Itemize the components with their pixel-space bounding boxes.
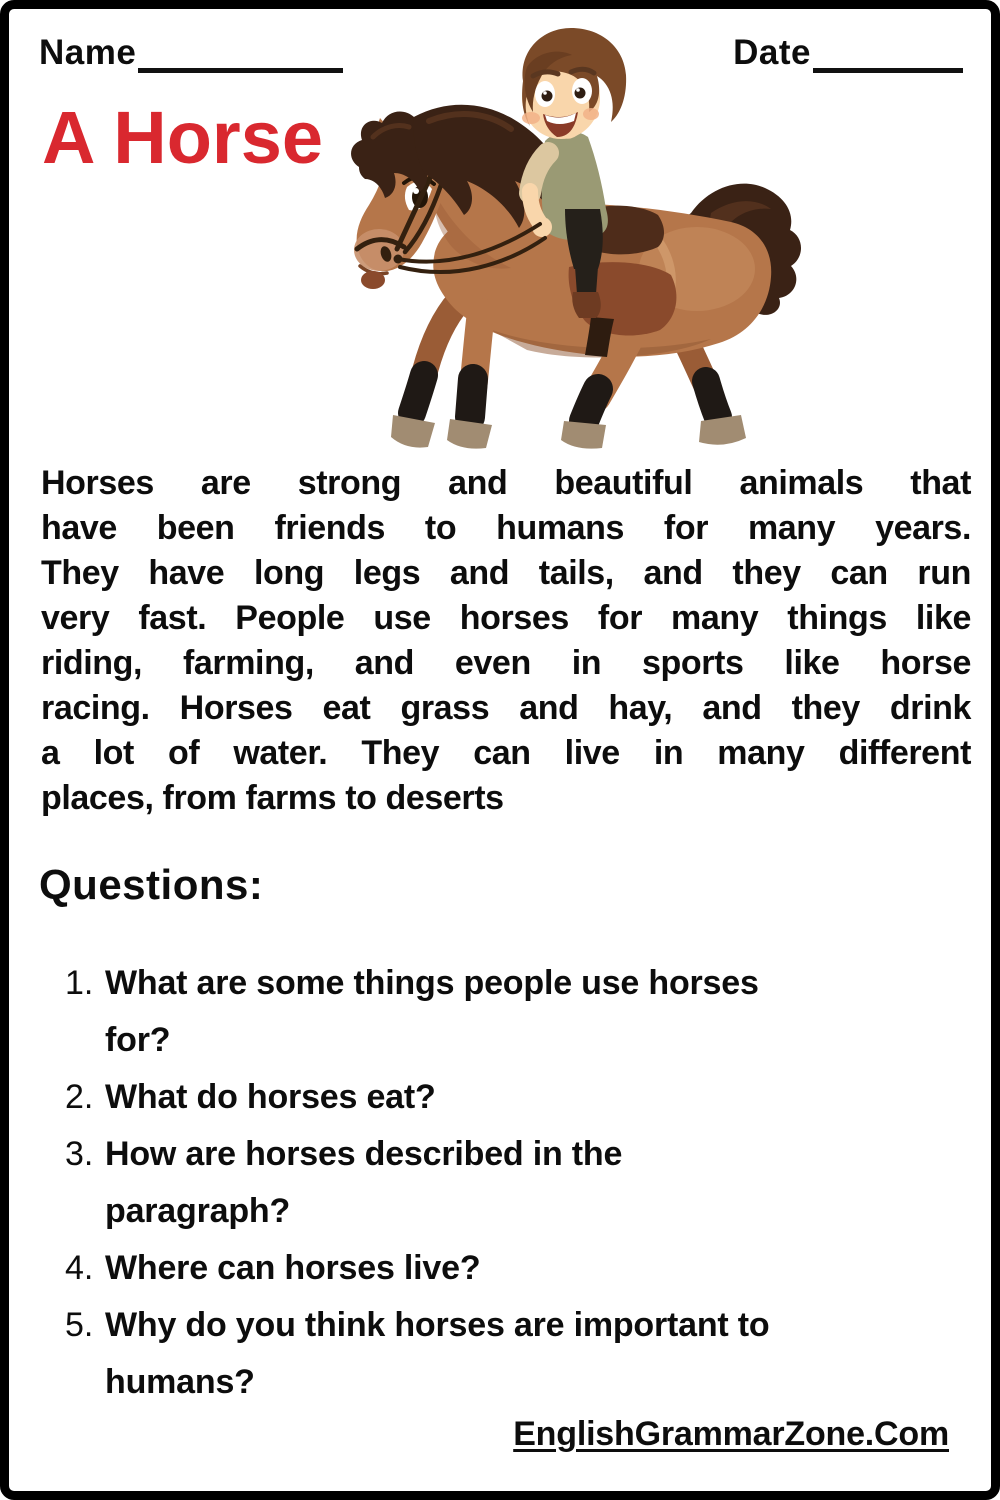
- paragraph-line: riding, farming, and even in sports like horse: [41, 644, 971, 682]
- question-text: Where can horses live?: [105, 1249, 481, 1287]
- paragraph-line: have been friends to humans for many years.: [41, 509, 971, 547]
- question-item-4: [65, 1240, 965, 1297]
- paragraph-line: places, from farms to deserts: [41, 779, 504, 817]
- name-field: [39, 33, 343, 73]
- date-label: Date: [733, 33, 811, 72]
- paragraph-line: a lot of water. They can live in many different: [41, 734, 971, 772]
- question-item-1: [65, 955, 965, 1069]
- page-title: A Horse: [42, 96, 324, 179]
- paragraph-line: racing. Horses eat grass and hay, and they drink: [41, 689, 971, 727]
- question-text: Why do you think horses are important to humans?: [105, 1306, 770, 1401]
- question-number: 5.: [65, 1306, 94, 1344]
- question-text: What do horses eat?: [105, 1078, 436, 1116]
- question-number: 1.: [65, 964, 94, 1002]
- question-item-3: [65, 1126, 965, 1240]
- question-item-5: [65, 1297, 965, 1411]
- paragraph-line: very fast. People use horses for many things like: [41, 599, 971, 637]
- horse-rider-illustration: [339, 17, 809, 467]
- name-label: Name: [39, 33, 137, 72]
- name-line: [138, 68, 343, 73]
- date-line: [813, 68, 963, 73]
- questions-list: [65, 955, 965, 1411]
- question-text: What are some things people use horses for?: [105, 964, 759, 1059]
- footer-site-link[interactable]: EnglishGrammarZone.Com: [513, 1415, 949, 1453]
- paragraph-line: They have long legs and tails, and they can run: [41, 554, 971, 592]
- paragraph-line: Horses are strong and beautiful animals that: [41, 464, 971, 502]
- questions-heading: Questions:: [39, 861, 264, 908]
- question-text: How are horses described in the paragraph?: [105, 1135, 623, 1230]
- question-number: 4.: [65, 1249, 94, 1287]
- reading-paragraph: [41, 461, 971, 821]
- question-number: 2.: [65, 1078, 94, 1116]
- question-item-2: [65, 1069, 965, 1126]
- question-number: 3.: [65, 1135, 94, 1173]
